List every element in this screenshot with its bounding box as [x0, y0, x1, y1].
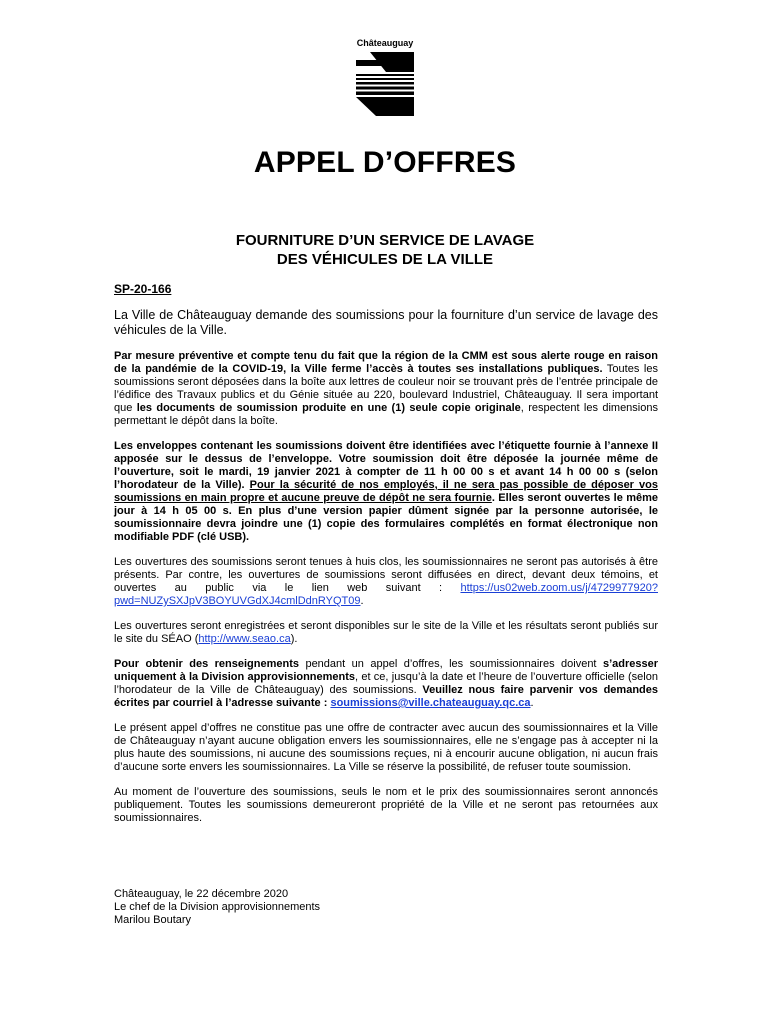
subtitle-line-1: FOURNITURE D’UN SERVICE DE LAVAGE [235, 232, 535, 249]
paragraph-contact [114, 658, 658, 710]
covid-notice: Par mesure préventive et compte tenu du fait que la région de la CMM est sous alerte rouge en raison de la pandémie de la COVID-19, la Ville ferme l’accès à toutes ses installations publiques. [114, 350, 658, 375]
opening-text: Les ouvertures des soumissions seront tenues à huis clos, les soumissionnaires ne seront pas autorisés à être présents. Par contre, les ouvertures de soumissions seront diffusées en direct, devant deux témoins, et ouvertes au public via le lien web suivant : [114, 556, 658, 594]
city-logo-icon [356, 52, 414, 116]
envelope-instructions: Les enveloppes contenant les soumissions doivent être identifiées avec l’étiquette fournie à l’annexe II apposée sur le dessus de l’enveloppe. Votre soumission doit être déposée la journée même de l’ouverture, soit le mardi, 19 janvier 2021 à compter de 11 h 00 00 s et avant 14 h 00 00 s (selon l’horodateur de la Ville). [114, 440, 658, 491]
email-link[interactable]: soumissions@ville.chateauguay.qc.ca [330, 697, 531, 709]
paragraph-disclaimer: Le présent appel d’offres ne constitue pas une offre de contracter avec aucun des soumissionnaires et la Ville de Châteauguay n’ayant aucune obligation envers les soumissionnaires, elle ne s’engage pas à accepter ni la plus haute des soumissions, ni aucune des soumissions reçues, ni à encourir aucune obligation, ni aucun frais d’aucune sorte envers les soumissionnaires. La Ville se réserve la possibilité, de refuser toute soumission. [114, 722, 658, 773]
paragraph-envelopes [114, 440, 658, 544]
opening-details: . Elles seront ouvertes le même jour à 14 h 05 00 s. En plus d’une version papier dûment signée par la personne autorisée, le soumissionnaire devra joindre une (1) copie des formulaires complétés en format électronique non modifiable PDF (clé USB). [114, 492, 659, 543]
paragraph-results [114, 620, 658, 646]
signature-role: Le chef de la Division approvisionnements [114, 901, 321, 913]
document-subtitle [0, 231, 770, 269]
logo-text: Châteauguay [356, 38, 414, 48]
deposit-text: Toutes les soumissions seront déposées dans la boîte aux lettres de couleur noir se trouvant près de l’entrée principale de l’édifice des Travaux publics et du Génie située au 220, boulevard Industriel, Châteauguay. Il sera important que [114, 363, 658, 414]
document-body [114, 308, 658, 837]
intro-paragraph: La Ville de Châteauguay demande des soumissions pour la fourniture d’un service de lavage des véhicules de la Ville. [114, 308, 658, 337]
results-text-end: ). [290, 633, 298, 645]
division-notice: s’adresser uniquement à la Division approvisionnements [114, 658, 658, 683]
results-text: Les ouvertures seront enregistrées et seront disponibles sur le site de la Ville et les résultats seront publiés sur le site du SÉAO ( [114, 620, 658, 645]
deposit-text-end: , respectent les dimensions permettant le dépôt dans la boîte. [114, 402, 658, 427]
page-title: APPEL D’OFFRES [253, 146, 517, 179]
paragraph-announcement: Au moment de l’ouverture des soumissions, seuls le nom et le prix des soumissionnaires seront annoncés publiquement. Toutes les soumissions demeureront propriété de la Ville et ne seront pas retournées aux soumissionnaires. [114, 786, 658, 824]
zoom-link[interactable]: https://us02web.zoom.us/j/4729977920?pwd=NUZySXJpV3BOYUVGdXJ4cmlDdnRYQT09 [114, 582, 658, 607]
signature-date: Châteauguay, le 22 décembre 2020 [114, 888, 289, 900]
signature-name: Marilou Boutary [114, 914, 192, 926]
seao-link[interactable]: http://www.seao.ca [198, 633, 291, 645]
no-hand-delivery-notice: Pour la sécurité de nos employés, il ne sera pas possible de déposer vos soumissions en main propre et aucune preuve de dépôt ne sera fournie [114, 479, 658, 504]
contact-text: pendant un appel d’offres, les soumissionnaires doivent [299, 658, 603, 670]
contact-text-2: , et ce, jusqu’à la date et l’heure de l’ouverture officielle (selon l’horodateur de la Ville de Châteauguay) des soumissions. [114, 671, 658, 696]
contact-heading: Pour obtenir des renseignements [114, 658, 299, 670]
contact-text-end: . [530, 697, 534, 709]
subtitle-line-2: DES VÉHICULES DE LA VILLE [276, 251, 494, 268]
original-copy-notice: les documents de soumission produite en une (1) seule copie originale [136, 402, 521, 414]
signature-block [114, 888, 320, 927]
paragraph-opening [114, 556, 658, 608]
reference-number: SP-20-166 [114, 282, 172, 296]
email-instructions: Veuillez nous faire parvenir vos demandes écrites par courriel à l’adresse suivante : [114, 684, 658, 709]
paragraph-covid [114, 350, 658, 428]
opening-text-end: . [360, 595, 364, 607]
